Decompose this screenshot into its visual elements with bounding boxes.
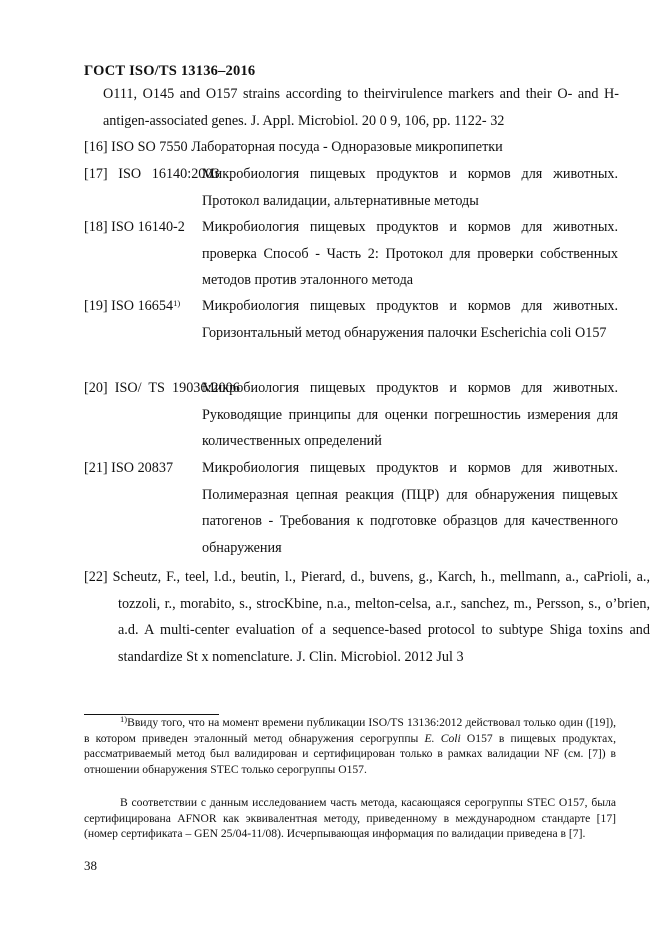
reference-19 [84,293,618,346]
reference-18-title: Микробиология пищевых продуктов и кормов для животных. проверка Способ - Часть 2: Протокол для проверки собственных методов против эталонного метода [202,219,618,288]
reference-17-title: Микробиология пищевых продуктов и кормов для животных. Протокол валидации, альтернативные методы [202,166,618,209]
reference-21 [84,455,618,561]
footnote-paragraph-2: В соответствии с данным исследованием часть метода, касающаяся серогруппы STEC O157, была сертифицирована AFNOR как эквивалентная методу, приведенному в международном стандарте [17] (номер сертификата – GEN 25/04-11/08). Исчерпывающая информация по валидации приведена в [7]. [84,796,616,841]
reference-20-title: Микробиология пищевых продуктов и кормов для животных. Руководящие принципы для оценки погрешностиь измерения для количественных определений [202,380,618,449]
footnote-paragraph-1: $^{1)}$Ввиду того, что на момент времени публикации ISO/TS 13136:2012 действовал только один ([19]), в котором приведен эталонный метод обнаружения серогруппы E. Coli O157 в пищевых продуктах, рассматриваемый метод был валидирован и сертифицирован только в рамках валидации NF (см. [7]) в отношении обнаружения STEC только серогруппы O157. [84,714,616,776]
reference-16-text: [16] ISO SO 7550 Лабораторная посуда - Одноразовые микропипетки [84,139,503,155]
footnote-mark: 1) [173,298,181,308]
document-header: ГОСТ ISO/TS 13136–2016 [84,63,256,79]
reference-20 [84,375,618,455]
reference-21-code: [21] ISO 20837 [84,460,174,476]
reference-19-title: Микробиология пищевых продуктов и кормов для животных. Горизонтальный метод обнаружения палочки Escherichia coli O157 [202,298,618,341]
reference-20-code: [20] ISO/ TS 19036:2006 [84,380,240,396]
footnote-mark-bottom: 1) [120,714,128,724]
reference-18-code: [18] ISO 16140-2 [84,219,185,235]
reference-18 [84,214,618,294]
reference-17-code: [17] ISO 16140:2003 [84,166,220,182]
reference-19-code: [19] ISO 16654$^{1)}$ [84,298,181,314]
reference-17 [84,161,618,214]
reference-21-title: Микробиология пищевых продуктов и кормов для животных. Полимеразная цепная реакция (ПЦР) для обнаружения пищевых патогенов - Требования к подготовке образцов для качественного обнаружения [202,460,618,556]
page-number: 38 [84,858,97,873]
reference-15-continuation: O111, O145 and O157 strains according to theirvirulence markers and their O- and H-antigen-associated genes. J. Appl. Microbiol. 20 0 9, 106, pp. 1122- 32 [103,86,619,129]
reference-16 [84,134,618,161]
reference-22: [22] Scheutz, F., teel, l.d., beutin, l., Pierard, d., buvens, g., Karch, h., mellmann, a., caPrioli, a., tozzoli, r., morabito, s., strocKbine, n.a., melton-celsa, a.r., sanchez, m., Persson, s., o’brien, a.d. A multi-center evaluation of a sequence-based protocol to subtype Shiga toxins and standardize St x nomenclature. J. Clin. Microbiol. 2012 Jul 3 [84,569,650,665]
